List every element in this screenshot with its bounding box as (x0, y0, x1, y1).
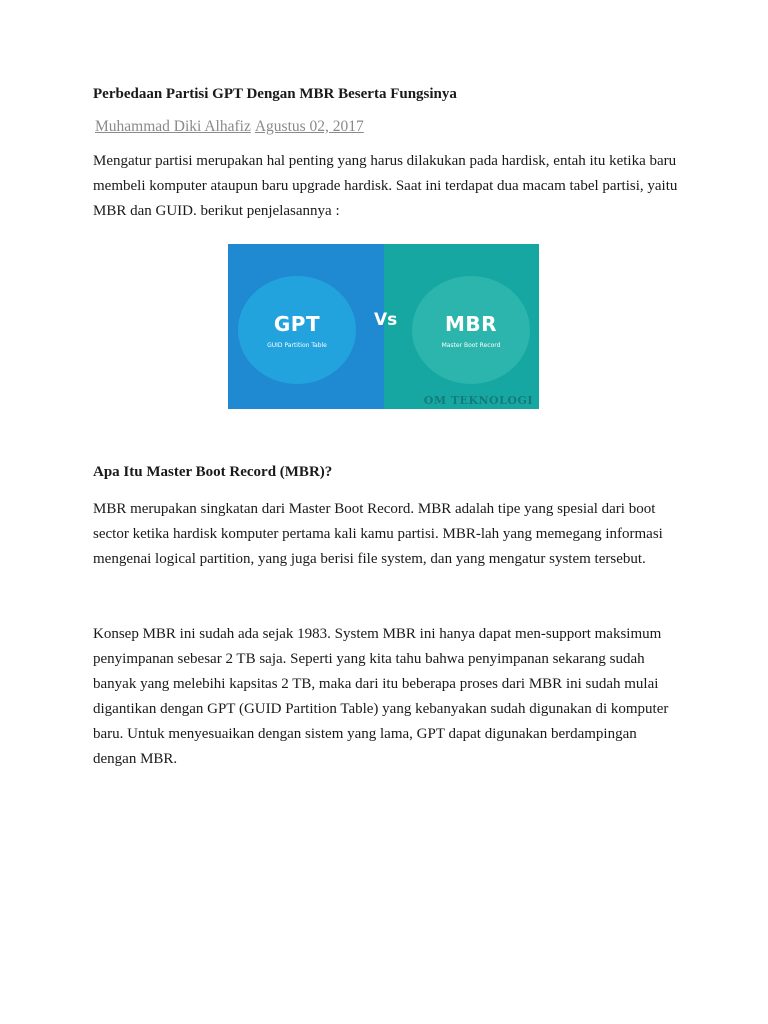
article-title: Perbedaan Partisi GPT Dengan MBR Beserta Fungsinya (93, 86, 457, 102)
section-heading: Apa Itu Master Boot Record (MBR)? (93, 464, 333, 480)
mbr-sublabel: Master Boot Record (441, 341, 501, 349)
article-meta (95, 118, 364, 136)
date-link[interactable]: Agustus 02, 2017 (254, 118, 364, 135)
vs-label: Vs (374, 310, 398, 330)
mbr-label: MBR (444, 311, 498, 336)
gpt-label: GPT (273, 311, 321, 336)
author-link[interactable]: Muhammad Diki Alhafiz (95, 118, 251, 135)
mbr-paragraph-1: MBR merupakan singkatan dari Master Boot Record. MBR adalah tipe yang spesial dari boot sector ketika hardisk komputer pertama kali kamu partisi. MBR-lah yang memegang informasi mengenai logical partition, yang juga berisi file system, dan yang mengatur system tersebut. (93, 501, 663, 567)
mbr-panel (384, 244, 539, 409)
gpt-panel (228, 244, 384, 409)
mbr-circle (412, 276, 530, 384)
intro-paragraph: Mengatur partisi merupakan hal penting yang harus dilakukan pada hardisk, entah itu ketika baru membeli komputer ataupun baru upgrade hardisk. Saat ini terdapat dua macam tabel partisi, yaitu MBR dan GUID. berikut penjelasannya : (93, 153, 678, 219)
gpt-sublabel: GUID Partition Table (267, 341, 327, 349)
watermark: OM TEKNOLOGI (423, 394, 533, 407)
gpt-vs-mbr-image (228, 244, 539, 409)
mbr-paragraph-2: Konsep MBR ini sudah ada sejak 1983. System MBR ini hanya dapat men-support maksimum penyimpanan sebesar 2 TB saja. Seperti yang kita tahu bahwa penyimpanan sekarang sudah banyak yang melebihi kapsitas 2 TB, maka dari itu beberapa proses dari MBR ini sudah mulai digantikan dengan GPT (GUID Partition Table) yang kebanyakan sudah digunakan di komputer baru. Untuk menyesuaikan dengan sistem yang lama, GPT dapat digunakan berdampingan dengan MBR. (93, 626, 669, 767)
gpt-circle (238, 276, 356, 384)
